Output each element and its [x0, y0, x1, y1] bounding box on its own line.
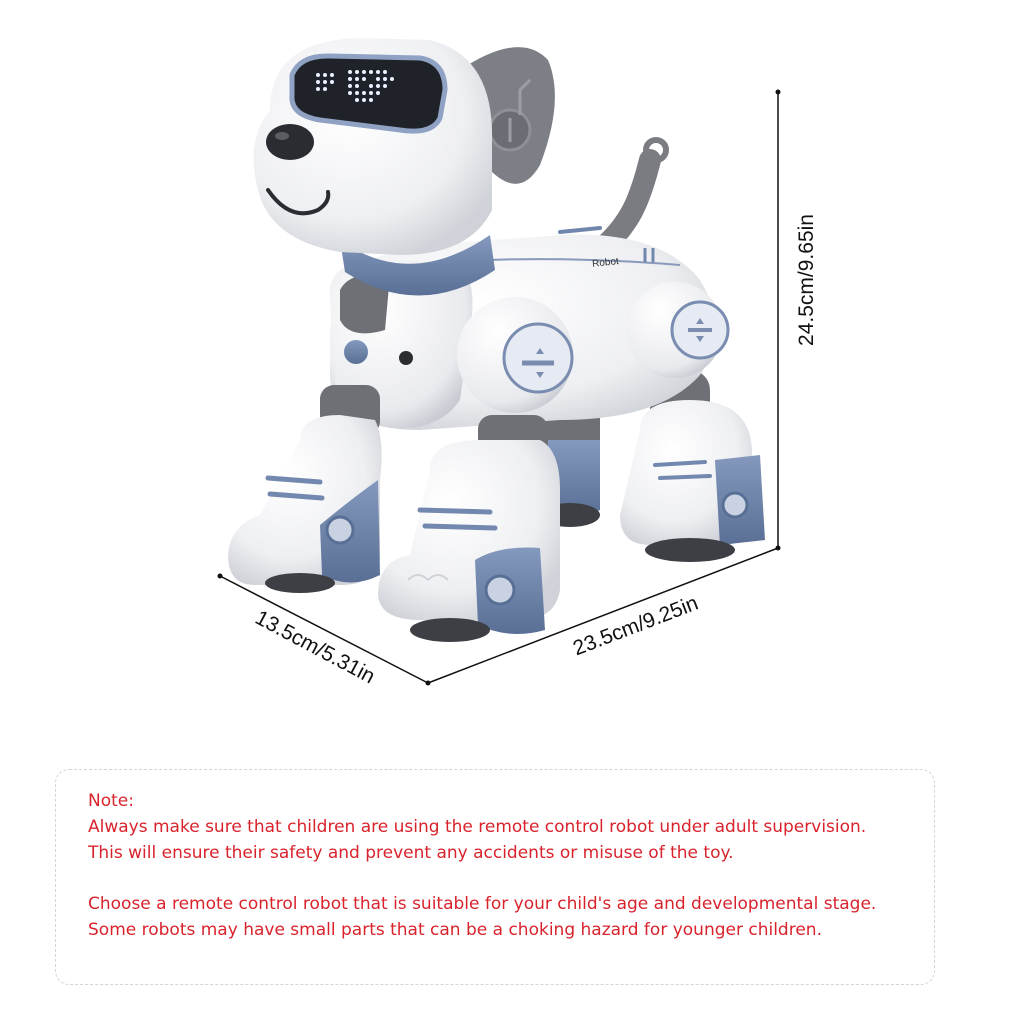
robot-badge: Robot — [591, 256, 620, 270]
height-dimension — [776, 90, 819, 551]
chest-sensor — [399, 351, 413, 365]
front-shoulder-joint — [457, 297, 573, 413]
robot-head — [254, 38, 555, 255]
note-line-1: Always make sure that children are using the remote control robot under adult supervision. — [88, 817, 867, 837]
robot-dog-toy — [228, 38, 765, 642]
length-label: 23.5cm/9.25in — [569, 591, 702, 661]
note-line-4: Some robots may have small parts that can be a choking hazard for younger children. — [88, 920, 822, 940]
chest-button — [344, 340, 368, 364]
note-heading: Note: — [88, 791, 134, 811]
robot-nose — [266, 124, 314, 160]
robot-face-screen — [292, 56, 445, 131]
front-near-leg — [378, 415, 560, 642]
note-box — [55, 769, 935, 985]
height-label: 24.5cm/9.65in — [795, 214, 818, 346]
wheel-hub-icon — [486, 576, 514, 604]
back-near-leg — [228, 385, 382, 593]
width-label: 13.5cm/5.31in — [251, 606, 379, 689]
rear-hip-joint — [627, 282, 728, 378]
note-line-3: Choose a remote control robot that is suitable for your child's age and developmental stage. — [88, 894, 877, 914]
note-line-2: This will ensure their safety and prevent any accidents or misuse of the toy. — [88, 843, 734, 863]
